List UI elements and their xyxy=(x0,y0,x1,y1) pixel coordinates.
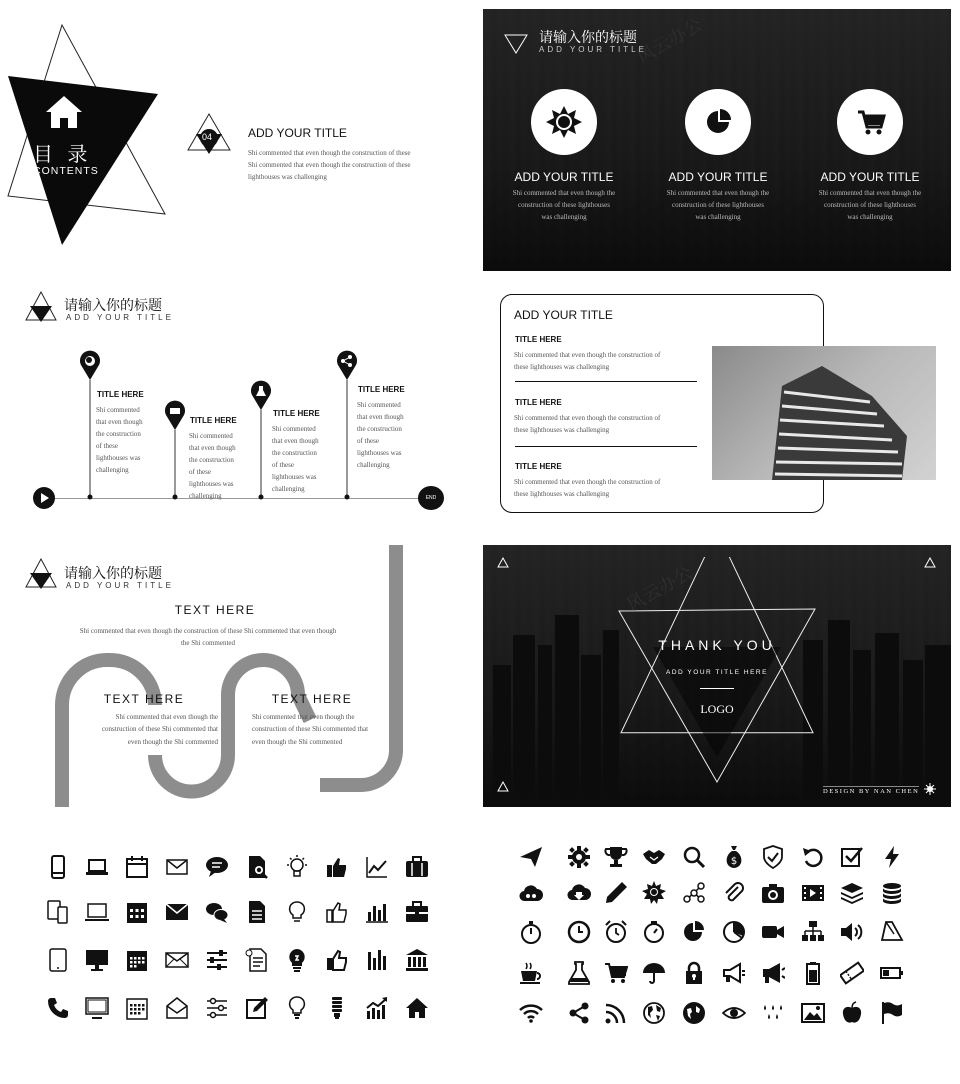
document-icon xyxy=(242,897,272,927)
slide-contents xyxy=(0,0,470,270)
item-2-body-line: challenging xyxy=(189,492,222,500)
lock-icon xyxy=(679,958,709,988)
database-icon xyxy=(877,878,907,908)
rain-icon xyxy=(758,998,788,1028)
column-1-icon-circle xyxy=(531,89,597,155)
play-icon xyxy=(33,487,55,509)
slide-thank-you xyxy=(483,545,951,807)
lightning-icon xyxy=(877,842,907,872)
send-icon xyxy=(516,842,546,872)
item-3-body-line: Shi commented xyxy=(272,425,316,433)
lightbulb-filled-icon xyxy=(282,945,312,975)
item-2-body-line: that even though xyxy=(189,444,236,452)
recycle-icon xyxy=(497,781,509,793)
search-icon xyxy=(679,842,709,872)
energy-bulb-icon xyxy=(322,993,352,1023)
slide-card xyxy=(483,280,951,525)
header-title-cn: 请输入你的标题 xyxy=(64,566,162,582)
cart-icon xyxy=(837,89,903,155)
thumbs-up-icon xyxy=(322,852,352,882)
item-3-body-line: the construction xyxy=(272,449,317,457)
contents-triangle-graphic xyxy=(0,20,170,250)
card-item-2-body-2: these lighthouses was challenging xyxy=(514,426,610,434)
card-item-3-body-2: these lighthouses was challenging xyxy=(514,490,610,498)
bell-icon xyxy=(877,917,907,947)
bank-icon xyxy=(402,945,432,975)
flask-icon xyxy=(564,958,594,988)
org-chart-icon xyxy=(798,917,828,947)
play-button[interactable] xyxy=(33,487,55,509)
column-3-body-3: was challenging xyxy=(847,213,893,221)
contents-title-en: CONTENTS xyxy=(33,165,99,177)
mail-filled-icon xyxy=(162,897,192,927)
top-text-body-2: the Shi commented xyxy=(180,639,236,647)
item-4-body-line: that even though xyxy=(357,413,404,421)
timer-icon xyxy=(639,917,669,947)
item-2-title: TITLE HERE xyxy=(190,416,237,425)
share-icon xyxy=(564,998,594,1028)
right-text-body-2: construction of these Shi commented that xyxy=(252,725,369,733)
battery-low-icon xyxy=(877,958,907,988)
header-triangle-icon xyxy=(503,33,529,55)
timeline-pin-2 xyxy=(163,400,187,505)
left-text-body-2: construction of these Shi commented that xyxy=(101,725,218,733)
mail-icon xyxy=(162,852,192,882)
top-text-body-1: Shi commented that even though the construction of these Shi commented that even though xyxy=(79,627,337,635)
line-chart-icon xyxy=(362,852,392,882)
column-2-body-2: construction of these lighthouses xyxy=(672,201,764,209)
section-body-3: lighthouses was challenging xyxy=(248,173,327,181)
column-3-title: ADD YOUR TITLE xyxy=(820,170,920,184)
lightbulb-outline-icon xyxy=(282,897,312,927)
item-4-body-line: lighthouses was xyxy=(357,449,402,457)
globe-icon xyxy=(639,998,669,1028)
item-4-body-line: the construction xyxy=(357,425,402,433)
calendar-icon xyxy=(122,852,152,882)
card-divider-1 xyxy=(515,381,697,382)
video-icon xyxy=(798,878,828,908)
wave-graphic xyxy=(0,545,470,807)
bar-chart-icon xyxy=(362,897,392,927)
home-icon xyxy=(44,94,84,130)
briefcase-icon xyxy=(402,852,432,882)
item-2-body-line: lighthouses was xyxy=(189,480,234,488)
column-3-body-1: Shi commented that even though the xyxy=(818,189,922,197)
column-1-body-2: construction of these lighthouses xyxy=(518,201,610,209)
item-3-body-line: that even though xyxy=(272,437,319,445)
header-triangle-icon xyxy=(24,290,58,322)
trophy-icon xyxy=(601,842,631,872)
megaphone-icon xyxy=(719,958,749,988)
left-text-body-3: even though the Shi commented xyxy=(127,738,218,746)
section-body-1: Shi commented that even though the construction of these xyxy=(248,149,411,157)
calendar-dots-icon xyxy=(122,993,152,1023)
slide-three-columns xyxy=(483,9,951,271)
money-bag-icon xyxy=(719,842,749,872)
apple-icon xyxy=(837,998,867,1028)
rss-icon xyxy=(601,998,631,1028)
checkbox-icon xyxy=(837,842,867,872)
video-camera-icon xyxy=(758,917,788,947)
right-text-body-3: even though the Shi commented xyxy=(252,738,343,746)
card-item-3-title: TITLE HERE xyxy=(515,462,562,471)
pie-chart-icon xyxy=(685,89,751,155)
item-4-body xyxy=(357,399,427,471)
card-item-2-body-1: Shi commented that even though the construction of xyxy=(514,414,661,422)
card-divider-2 xyxy=(515,446,697,447)
calendar-grid-icon xyxy=(122,897,152,927)
thumbs-up-filled-icon xyxy=(322,945,352,975)
design-credit: DESIGN BY NAN CHEN xyxy=(823,788,920,795)
camera-icon xyxy=(758,878,788,908)
item-2-body-line: Shi commented xyxy=(189,432,233,440)
card-item-1-body-2: these lighthouses was challenging xyxy=(514,363,610,371)
network-icon xyxy=(679,878,709,908)
item-4-body-line: of these xyxy=(357,437,379,445)
column-3-icon-circle xyxy=(837,89,903,155)
column-3-body-2: construction of these lighthouses xyxy=(824,201,916,209)
bulb-icon xyxy=(282,993,312,1023)
right-text-title: TEXT HERE xyxy=(271,692,353,706)
section-body-2: Shi commented that even though the construction of these xyxy=(248,161,411,169)
thank-you-title: THANK YOU xyxy=(658,637,776,653)
image-icon xyxy=(798,998,828,1028)
column-2-icon-circle xyxy=(685,89,751,155)
monitor-outline-icon xyxy=(82,993,112,1023)
edit-icon xyxy=(242,993,272,1023)
briefcase-filled-icon xyxy=(402,897,432,927)
watermark-text: 风云办公 xyxy=(623,562,697,617)
item-3-body-line: challenging xyxy=(272,485,305,493)
icon-sheet-left xyxy=(40,850,440,1030)
laptop-icon xyxy=(82,852,112,882)
shield-check-icon xyxy=(758,842,788,872)
chat-icon xyxy=(202,852,232,882)
header-title-en: ADD YOUR TITLE xyxy=(539,45,647,54)
sun-icon xyxy=(531,89,597,155)
left-text-body-1: Shi commented that even though the xyxy=(115,713,218,721)
card-title: ADD YOUR TITLE xyxy=(514,308,613,322)
clock-icon xyxy=(564,917,594,947)
lightbulb-icon xyxy=(282,852,312,882)
battery-icon xyxy=(798,958,828,988)
item-2-body xyxy=(189,430,259,502)
stopwatch-icon xyxy=(516,917,546,947)
document-list-icon xyxy=(242,945,272,975)
item-1-body-line: that even though xyxy=(96,418,143,426)
mail-outline-icon xyxy=(162,945,192,975)
item-3-body xyxy=(272,423,342,495)
column-2-body-3: was challenging xyxy=(695,213,741,221)
flag-icon xyxy=(877,998,907,1028)
volume-icon xyxy=(837,917,867,947)
recycle-icon xyxy=(924,557,936,569)
coffee-icon xyxy=(516,958,546,988)
monitor-icon xyxy=(82,945,112,975)
item-1-body-line: of these xyxy=(96,442,118,450)
slide-timeline xyxy=(0,280,470,525)
card-item-1-title: TITLE HERE xyxy=(515,335,562,344)
header-title-cn: 请输入你的标题 xyxy=(64,298,162,314)
item-4-title: TITLE HERE xyxy=(358,385,405,394)
globe-filled-icon xyxy=(679,998,709,1028)
tablet-icon xyxy=(43,945,73,975)
icon-sheet-right xyxy=(513,840,913,1030)
logo-text: LOGO xyxy=(700,702,734,716)
pencil-icon xyxy=(601,878,631,908)
right-text-body-1: Shi commented that even though the xyxy=(252,713,355,721)
item-3-body-line: of these xyxy=(272,461,294,469)
column-1-body-1: Shi commented that even though the xyxy=(512,189,616,197)
devices-icon xyxy=(43,897,73,927)
item-3-title: TITLE HERE xyxy=(273,409,320,418)
growth-chart-icon xyxy=(362,993,392,1023)
contents-title-cn: 目 录 xyxy=(33,142,92,166)
pie-outline-icon xyxy=(719,917,749,947)
column-2-body-1: Shi commented that even though the xyxy=(666,189,770,197)
building-photo xyxy=(712,346,936,480)
chat-bubbles-icon xyxy=(202,897,232,927)
column-1-title: ADD YOUR TITLE xyxy=(514,170,614,184)
section-badge-number: 04 xyxy=(202,132,213,142)
gear-icon xyxy=(564,842,594,872)
settings-sliders-icon xyxy=(202,993,232,1023)
cloud-icon xyxy=(516,878,546,908)
svg-text:$: $ xyxy=(730,856,738,867)
calendar-filled-icon xyxy=(122,945,152,975)
item-1-body-line: lighthouses was xyxy=(96,454,141,462)
handshake-icon xyxy=(639,842,669,872)
card-item-3-body-1: Shi commented that even though the construction of xyxy=(514,478,661,486)
header-title-cn: 请输入你的标题 xyxy=(539,30,637,46)
megaphone-filled-icon xyxy=(758,958,788,988)
left-text-title: TEXT HERE xyxy=(103,692,185,706)
section-heading: ADD YOUR TITLE xyxy=(248,126,347,140)
sun-icon xyxy=(924,783,936,795)
recycle-icon xyxy=(497,557,509,569)
header-title-en: ADD YOUR TITLE xyxy=(66,313,174,322)
item-1-body xyxy=(96,404,166,476)
header-title-en: ADD YOUR TITLE xyxy=(66,581,174,590)
item-2-body-line: of these xyxy=(189,468,211,476)
item-1-title: TITLE HERE xyxy=(97,390,144,399)
thank-you-divider xyxy=(700,688,734,689)
home-icon xyxy=(402,993,432,1023)
item-1-body-line: challenging xyxy=(96,466,129,474)
phone-icon xyxy=(43,993,73,1023)
ticket-icon xyxy=(837,958,867,988)
alarm-icon xyxy=(601,917,631,947)
top-text-title: TEXT HERE xyxy=(174,603,256,617)
item-1-body-line: the construction xyxy=(96,430,141,438)
smartphone-icon xyxy=(43,852,73,882)
slide-wave xyxy=(0,545,470,807)
wifi-icon xyxy=(516,998,546,1028)
sun-icon xyxy=(639,878,669,908)
thank-you-subtitle: ADD YOUR TITLE HERE xyxy=(666,669,768,676)
watermark-text: 风云办公 xyxy=(633,14,707,69)
item-1-body-line: Shi commented xyxy=(96,406,140,414)
item-4-body-line: challenging xyxy=(357,461,390,469)
card-item-2-title: TITLE HERE xyxy=(515,398,562,407)
item-4-body-line: Shi commented xyxy=(357,401,401,409)
pie-icon xyxy=(679,917,709,947)
paperclip-icon xyxy=(719,878,749,908)
undo-icon xyxy=(798,842,828,872)
umbrella-icon xyxy=(639,958,669,988)
item-3-body-line: lighthouses was xyxy=(272,473,317,481)
cart-icon xyxy=(601,958,631,988)
end-label: END xyxy=(425,495,437,501)
document-search-icon xyxy=(242,852,272,882)
thumbs-up-outline-icon xyxy=(322,897,352,927)
download-cloud-icon xyxy=(564,878,594,908)
item-2-body-line: the construction xyxy=(189,456,234,464)
sliders-icon xyxy=(202,945,232,975)
bars-icon xyxy=(362,945,392,975)
mail-open-icon xyxy=(162,993,192,1023)
eye-icon xyxy=(719,998,749,1028)
column-1-body-3: was challenging xyxy=(541,213,587,221)
column-2-title: ADD YOUR TITLE xyxy=(668,170,768,184)
layers-icon xyxy=(837,878,867,908)
card-item-1-body-1: Shi commented that even though the construction of xyxy=(514,351,661,359)
end-button[interactable] xyxy=(418,486,444,510)
laptop-outline-icon xyxy=(82,897,112,927)
